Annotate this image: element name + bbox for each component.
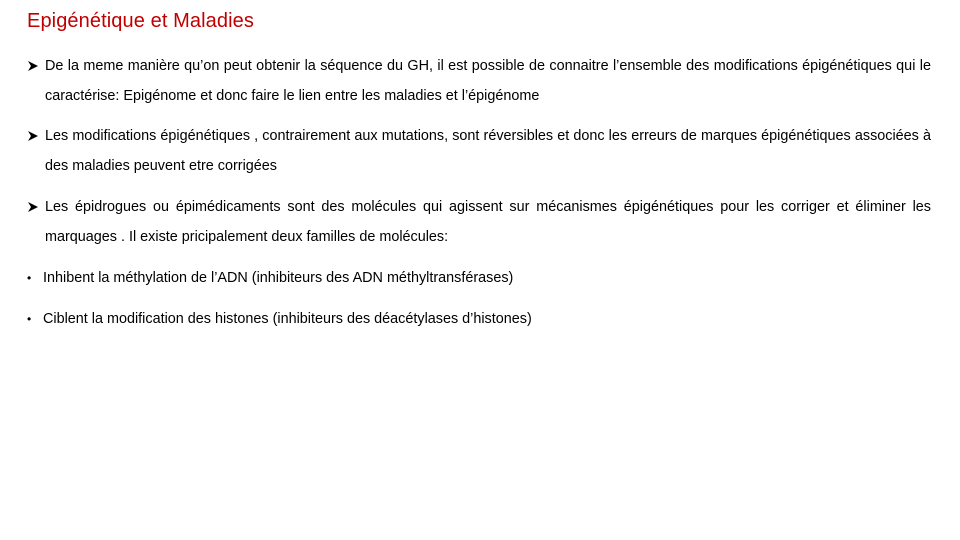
dot-bullet-text: Ciblent la modification des histones (inhibiteurs des déacétylases d’histones) bbox=[43, 311, 532, 327]
bullet-text-part: Les modifications épigénétiques , contrairement aux mutations, sont réversibles et donc les erreurs de marques épigénétiques associées à des maladies peuvent etre corrigées bbox=[45, 128, 931, 174]
bullet-emphasis: Epigénome bbox=[123, 88, 197, 104]
dot-bullet-item bbox=[27, 268, 513, 288]
bullet-text bbox=[27, 51, 931, 111]
right-arrow-bullet-icon bbox=[27, 51, 41, 81]
dot-bullet-item bbox=[27, 309, 532, 329]
arrow-bullet-item bbox=[27, 121, 931, 181]
arrow-bullet-item bbox=[27, 192, 931, 252]
right-arrow-bullet-icon bbox=[27, 192, 41, 222]
dot-bullet-text: Inhibent la méthylation de l’ADN (inhibiteurs des ADN méthyltransférases) bbox=[43, 270, 514, 286]
round-bullet-icon: • bbox=[27, 271, 32, 285]
slide-title: Epigénétique et Maladies bbox=[27, 10, 254, 32]
right-arrow-bullet-icon bbox=[27, 121, 41, 151]
bullet-text bbox=[27, 192, 931, 252]
bullet-text bbox=[27, 121, 931, 181]
bullet-text-part: De la meme manière qu’on peut obtenir la séquence du GH, il est possible de connaitre l’ensemble des modifications épigénétiques qui le caractérise: bbox=[45, 58, 931, 104]
round-bullet-icon: • bbox=[27, 312, 32, 326]
bullet-text-part: et donc faire le lien entre les maladies et l’épigénome bbox=[196, 88, 540, 104]
bullet-text-part: Les épidrogues ou épimédicaments sont des molécules qui agissent sur mécanismes épigénétiques pour les corriger et éliminer les marquages . Il existe pricipalement deux familles de molécules: bbox=[45, 199, 931, 245]
arrow-bullet-item bbox=[27, 51, 931, 111]
